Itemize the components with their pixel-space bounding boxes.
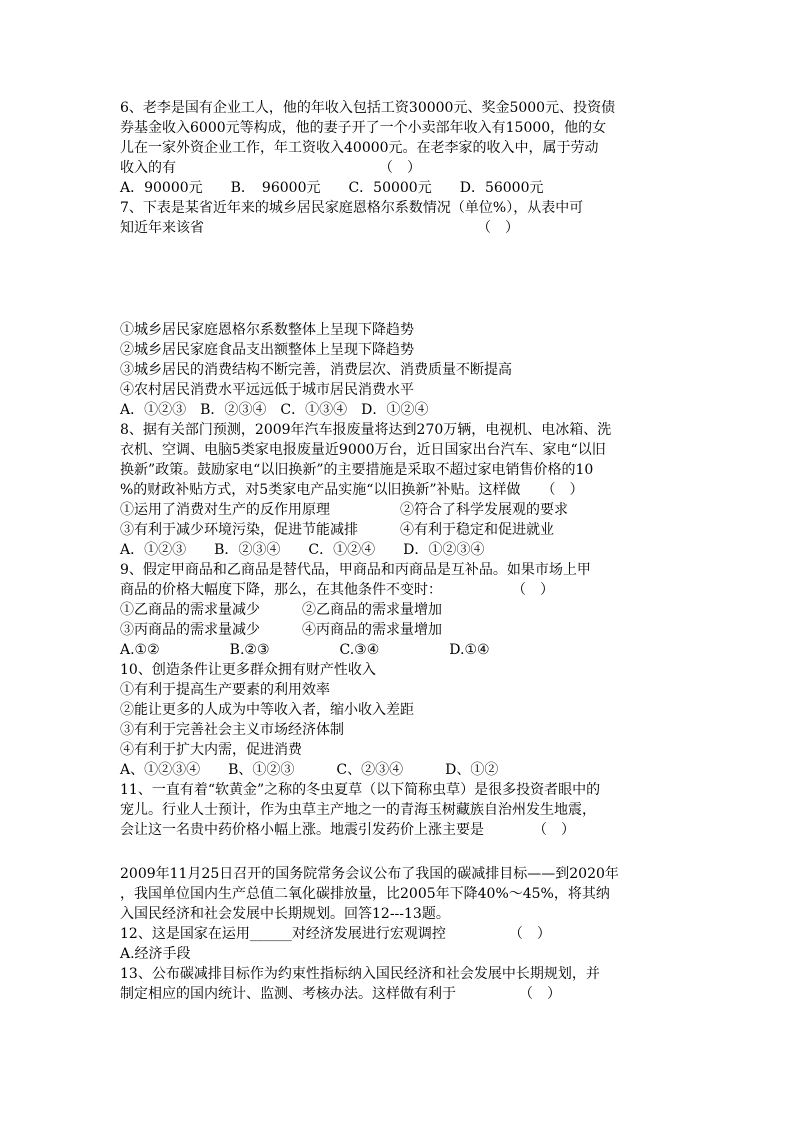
q13-line-2: 制定相应的国内统计、监测、考核办法。这样做有利于 （ ） [120,986,561,1002]
q6-line-4: 收入的有 （ ） [120,160,421,176]
section-gap [120,840,680,864]
q7-item-2: ②城乡居民家庭食品支出额整体上呈现下降趋势 [120,342,414,358]
q9-item-1: ①乙商品的需求量减少 ②乙商品的需求量增加 [120,602,442,618]
q11-line-2: 宠儿。行业人士预计，作为虫草主产地之一的青海玉树藏族自治州发生地震， [120,802,596,818]
intro-line-3: 入国民经济和社会发展中长期规划。回答12---13题。 [120,906,450,922]
q9-line-2: 商品的价格大幅度下降，那么，在其他条件不变时： （ ） [120,582,554,598]
q10-item-2: ②能让更多的人成为中等收入者，缩小收入差距 [120,702,414,718]
q8-options: A．①②③ B．②③④ C．①②④ D．①②③④ [120,542,485,558]
q8-line-1: 8、据有关部门预测，2009年汽车报废量将达到270万辆，电视机、电冰箱、洗 [120,422,612,438]
q8-item-2: ③有利于减少环境污染，促进节能减排 ④有利于稳定和促进就业 [120,522,554,538]
q6-line-1: 6、老李是国有企业工人，他的年收入包括工资30000元、奖金5000元、投资债 [120,100,616,116]
q8-line-4: %的财政补贴方式，对5类家电产品实施“以旧换新”补贴。这样做 （ ） [120,482,584,498]
intro-line-1: 2009年11月25日召开的国务院常务会议公布了我国的碳减排目标——到2020年 [120,866,619,882]
exam-page [120,98,680,1004]
q8-item-1: ①运用了消费对生产的反作用原理 ②符合了科学发展观的要求 [120,502,568,518]
q11-line-3: 会让这一名贵中药价格小幅上涨。地震引发药价上涨主要是 （ ） [120,822,575,838]
q11-line-1: 11、一直有着“软黄金”之称的冬虫夏草（以下简称虫草）是很多投资者眼中的 [120,782,601,798]
q7-item-1: ①城乡居民家庭恩格尔系数整体上呈现下降趋势 [120,322,414,338]
q8-line-3: 换新”政策。鼓励家电“以旧换新”的主要措施是采取不超过家电销售价格的10 [120,462,594,478]
question-8 [120,420,680,560]
question-10 [120,660,680,780]
q9-item-2: ③丙商品的需求量减少 ④丙商品的需求量增加 [120,622,442,638]
q7-line-2: 知近年来该省 （ ） [120,220,519,236]
q7-item-3: ③城乡居民的消费结构不断完善，消费层次、消费质量不断提高 [120,362,512,378]
q7-line-1: 7、下表是某省近年来的城乡居民家庭恩格尔系数情况（单位%），从表中可 [120,200,584,216]
q12-line-1: 12、这是国家在运用______对经济发展进行宏观调控 （ ） [120,926,551,942]
q13-line-1: 13、公布碳减排目标作为约束性指标纳入国民经济和社会发展中长期规划，并 [120,966,600,982]
question-6 [120,98,680,198]
question-12 [120,924,680,964]
q6-line-3: 儿在一家外资企业工作，年工资收入40000元。在老李家的收入中，属于劳动 [120,140,599,156]
q8-line-2: 衣机、空调、电脑5类家电报废量近9000万台，近日国家出台汽车、家电“以旧 [120,442,606,458]
q9-options: A.①② B.②③ C.③④ D.①④ [120,642,490,658]
q10-item-3: ③有利于完善社会主义市场经济体制 [120,722,344,738]
q9-line-1: 9、假定甲商品和乙商品是替代品，甲商品和丙商品是互补品。如果市场上甲 [120,562,591,578]
question-9 [120,560,680,660]
q10-item-1: ①有利于提高生产要素的利用效率 [120,682,330,698]
q12-options: A.经济手段 [120,946,191,962]
q7-options: A．①②③ B．②③④ C．①③④ D．①②④ [120,402,429,418]
q10-item-4: ④有利于扩大内需，促进消费 [120,742,302,758]
intro-12-13 [120,864,680,924]
question-13 [120,964,680,1004]
q10-line-1: 10、创造条件让更多群众拥有财产性收入 [120,662,376,678]
q7-item-4: ④农村居民消费水平远远低于城市居民消费水平 [120,382,414,398]
question-7 [120,198,680,420]
q10-options: A、①②③④ B、①②③ C、②③④ D、①② [120,762,499,778]
q6-line-2: 券基金收入6000元等构成，他的妻子开了一个小卖部年收入有15000，他的女 [120,120,607,136]
question-11 [120,780,680,840]
q6-options: A．90000元 B． 96000元 C．50000元 D．56000元 [120,180,544,196]
q7-table-placeholder [120,238,680,320]
intro-line-2: ，我国单位国内生产总值二氧化碳排放量，比2005年下降40%～45%，将其纳 [120,886,610,902]
